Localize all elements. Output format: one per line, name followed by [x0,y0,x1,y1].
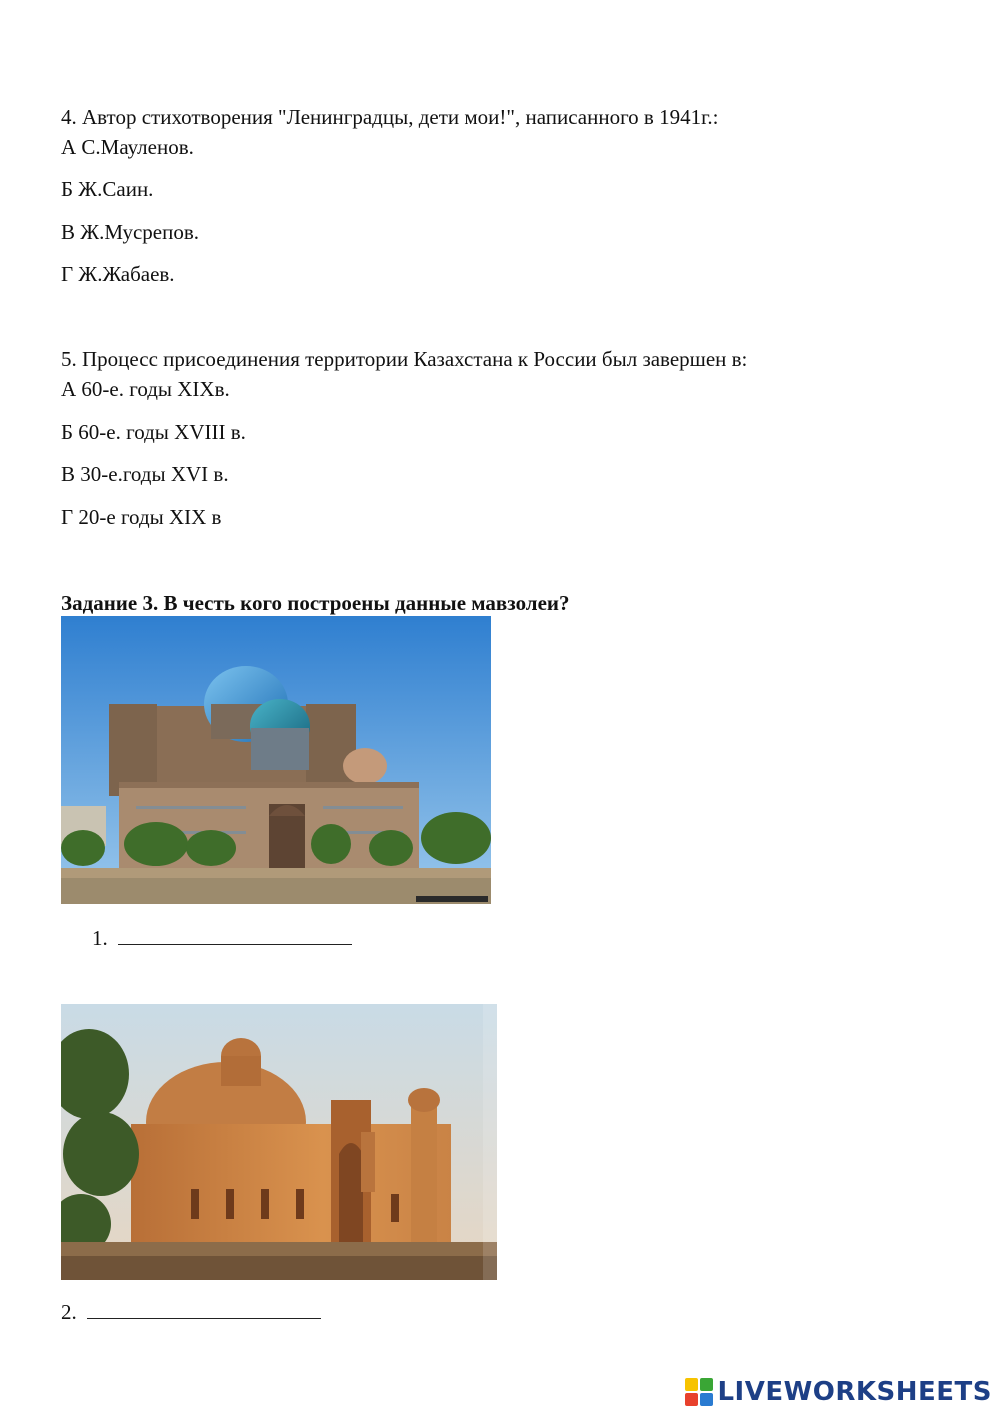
task-3-heading: Задание 3. В честь кого построены данные мавзолеи? [61,591,570,615]
mausoleum-photo-1 [61,616,491,904]
answer-1[interactable] [92,922,352,951]
q4-option-b[interactable]: Б Ж.Саин. [61,177,154,201]
liveworksheets-logo [685,1377,992,1407]
q4-option-d[interactable]: Г Ж.Жабаев. [61,262,175,286]
answer-1-input[interactable] [118,922,352,945]
question-5: 5. Процесс присоединения территории Казахстана к России был завершен в: [61,347,748,371]
answer-2[interactable] [61,1296,321,1325]
answer-2-label: 2. [61,1300,77,1324]
q4-option-a[interactable]: А С.Мауленов. [61,135,194,159]
mausoleum-photo-2 [61,1004,497,1280]
question-4: 4. Автор стихотворения "Ленинградцы, дети мои!", написанного в 1941г.: [61,105,719,129]
q5-option-d[interactable]: Г 20-е годы XIX в [61,505,222,529]
answer-1-label: 1. [92,926,108,950]
q5-option-a[interactable]: А 60-е. годы XIXв. [61,377,230,401]
liveworksheets-wordmark: LIVEWORKSHEETS [717,1377,992,1407]
q4-option-c[interactable]: В Ж.Мусрепов. [61,220,200,244]
q5-option-c[interactable]: В 30-е.годы XVI в. [61,462,229,486]
liveworksheets-icon [685,1378,713,1406]
q5-option-b[interactable]: Б 60-е. годы XVIII в. [61,420,246,444]
answer-2-input[interactable] [87,1296,321,1319]
